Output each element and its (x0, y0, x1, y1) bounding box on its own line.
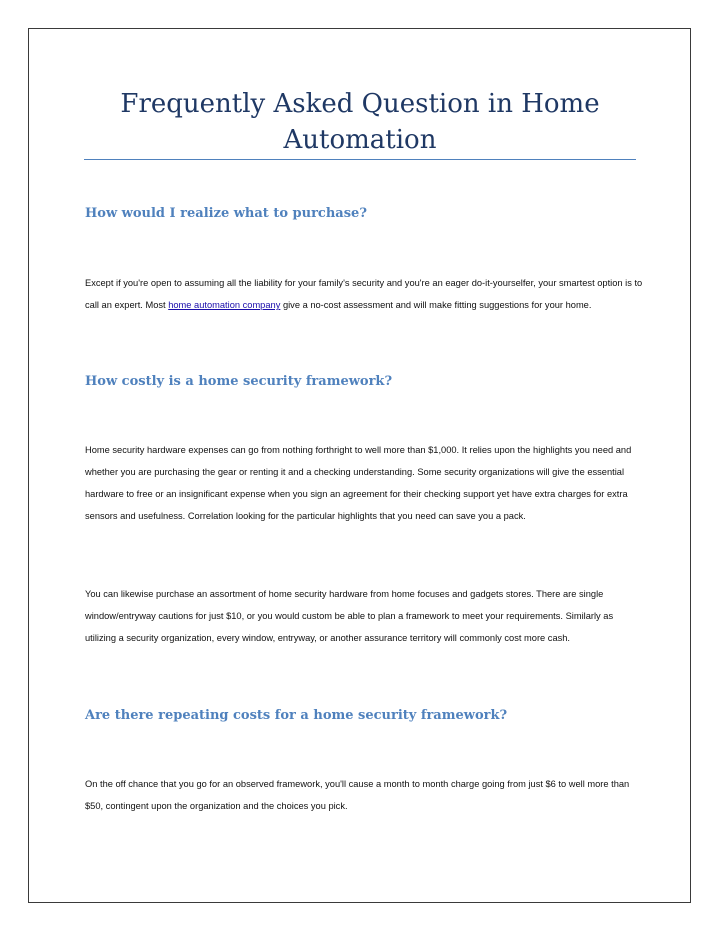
paragraph-text-before-link: Except if you're open to assuming all the liability for your family's security and you're an eager do-it-yourselfer, your smartest option is to call an expert. Most (85, 278, 643, 310)
page-title: Frequently Asked Question in Home Automation (120, 89, 600, 155)
home-automation-company-link[interactable]: home automation company (168, 300, 281, 310)
paragraph-text-after-link: give a no-cost assessment and will make fitting suggestions for your home. (280, 300, 592, 310)
section-heading-what-to-purchase: How would I realize what to purchase? (85, 206, 367, 221)
section-heading-repeating-costs: Are there repeating costs for a home security framework? (85, 708, 508, 723)
paragraph-cost-2: You can likewise purchase an assortment of home security hardware from home focuses and gadgets stores. There are single window/entryway cautions for just $10, or you would custom be able to plan a framework to meet your requirements. Similarly as utilizing a security organization, every window, entryway, or another assurance territory will commonly cost more cash. (85, 589, 614, 643)
paragraph-repeating-costs: On the off chance that you go for an observed framework, you'll cause a month to month charge going from just $6 to well more than $50, contingent upon the organization and the choices you pick. (85, 779, 630, 811)
paragraph-cost-1: Home security hardware expenses can go from nothing forthright to well more than $1,000. It relies upon the highlights you need and whether you are purchasing the gear or renting it and a checking understanding. Some security organizations will give the essential hardware to free or an insignificant expense when you sign an agreement for their checking support yet have extra charges for extra sensors and usefulness. Correlation looking for the particular highlights that you need can save you a pack. (85, 445, 632, 521)
title-underline-divider (84, 159, 636, 160)
paragraph-what-to-purchase (85, 272, 645, 316)
section-heading-cost: How costly is a home security framework? (85, 374, 393, 389)
